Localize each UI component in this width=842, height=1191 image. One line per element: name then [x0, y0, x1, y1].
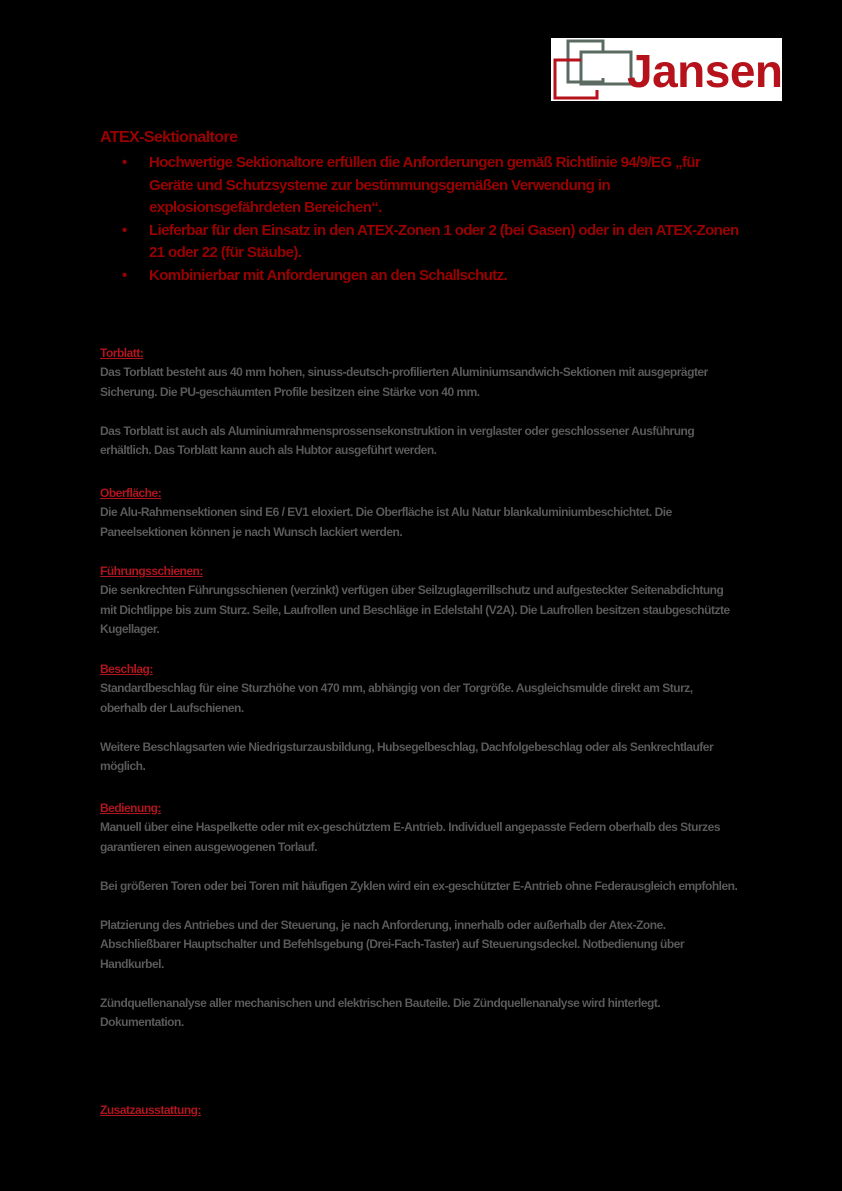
section-paragraph: Die senkrechten Führungsschienen (verzinkt) verfügen über Seilzuglagerrillschutz und aufgesteckter Seitenabdichtung mit Dichtlippe bis zum Sturz. Seile, Laufrollen und Beschläge in Edelstahl (V2A). Die Laufrollen besitzen staubgeschützte Kugellager. [100, 583, 730, 636]
section-paragraph: Die Alu-Rahmensektionen sind E6 / EV1 eloxiert. Die Oberfläche ist Alu Natur blankaluminiumbeschichtet. Die Paneelsektionen können je nach Wunsch lackiert werden. [100, 505, 672, 539]
feature-list [122, 152, 742, 287]
section-paragraph: Bei größeren Toren oder bei Toren mit häufigen Zyklen wird ein ex-geschützter E-Antrieb ohne Federausgleich empfohlen. [100, 878, 738, 893]
section-zusatzausstattung [100, 1101, 740, 1120]
section-heading: Beschlag: [100, 662, 153, 676]
section-paragraph: Das Torblatt ist auch als Aluminiumrahmensprossensekonstruktion in verglaster oder geschlossener Ausführung erhältlich. Das Torblatt kann auch als Hubtor ausgeführt werden. [100, 423, 695, 457]
section-paragraph: Platzierung des Antriebes und der Steuerung, je nach Anforderung, innerhalb oder außerhalb der Atex-Zone. Abschließbarer Hauptschalter und Befehlsgebung (Drei-Fach-Taster) auf Steuerungsdeckel. Notbedienung über Handkurbel. [100, 917, 685, 971]
jansen-logo [551, 38, 782, 101]
logo-text: Jansen [627, 45, 783, 97]
section-heading: Führungsschienen: [100, 564, 203, 578]
section-fuehrungsschienen [100, 562, 740, 640]
document-title: ATEX-Sektionaltore [100, 129, 238, 146]
section-heading: Bedienung: [100, 801, 161, 815]
feature-item: • Lieferbar für den Einsatz in den ATEX-Zonen 1 oder 2 (bei Gasen) oder in den ATEX-Zonen 21 oder 22 (für Stäube). [122, 220, 742, 265]
section-heading: Zusatzausstattung: [100, 1103, 202, 1117]
section-beschlag [100, 660, 740, 777]
feature-item: • Hochwertige Sektionaltore erfüllen die Anforderungen gemäß Richtlinie 94/9/EG „für Geräte und Schutzsysteme zur bestimmungsgemäßen Verwendung in explosionsgefährdeten Bereichen“. [122, 152, 742, 220]
section-paragraph: Zündquellenanalyse aller mechanischen und elektrischen Bauteile. Die Zündquellenanalyse wird hinterlegt. Dokumentation. [100, 995, 661, 1029]
section-oberflaeche [100, 484, 740, 542]
section-heading: Oberfläche: [100, 486, 162, 500]
section-paragraph: Standardbeschlag für eine Sturzhöhe von 470 mm, abhängig von der Torgröße. Ausgleichsmulde direkt am Sturz, oberhalb der Laufschienen. [100, 681, 693, 715]
section-heading: Torblatt: [100, 346, 144, 360]
section-paragraph: Weitere Beschlagsarten wie Niedrigsturzausbildung, Hubsegelbeschlag, Dachfolgebeschlag oder als Senkrechtlaufer möglich. [100, 739, 714, 773]
section-torblatt [100, 344, 740, 461]
section-bedienung [100, 799, 740, 1033]
section-paragraph: Das Torblatt besteht aus 40 mm hohen, sinuss-deutsch-profilierten Aluminiumsandwich-Sektionen mit ausgeprägter Sicherung. Die PU-geschäumten Profile besitzen eine Stärke von 40 mm. [100, 365, 708, 399]
section-paragraph: Manuell über eine Haspelkette oder mit ex-geschütztem E-Antrieb. Individuell angepasste Federn oberhalb des Sturzes garantieren einen ausgewogenen Torlauf. [100, 820, 720, 854]
feature-item: • Kombinierbar mit Anforderungen an den Schallschutz. [122, 265, 742, 288]
